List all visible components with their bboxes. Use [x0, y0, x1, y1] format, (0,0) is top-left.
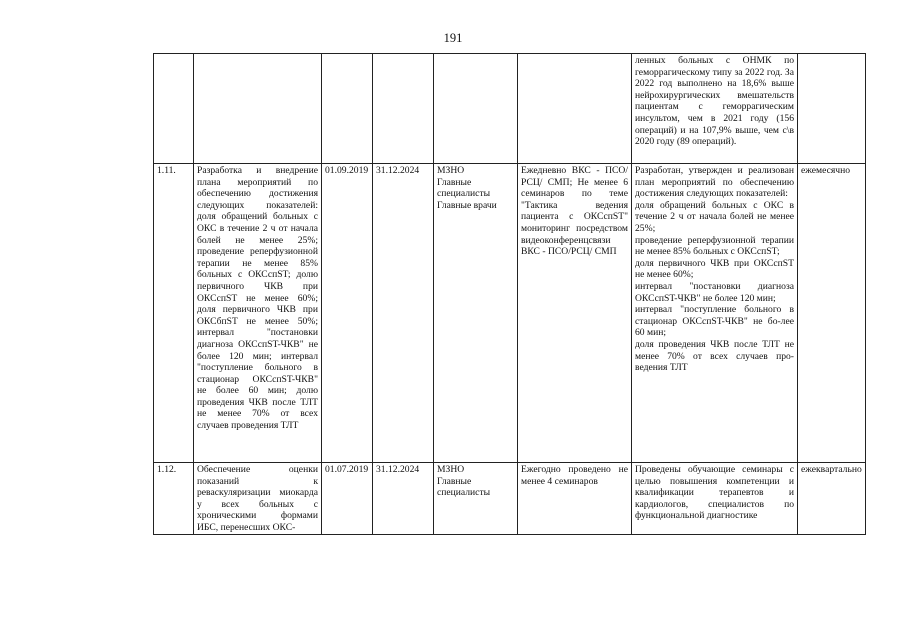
executor-line: Главные специалисты — [437, 475, 491, 499]
measures-table — [153, 53, 866, 535]
cell-measure: Разработка и внедрение плана мероприятий по обеспечению достижения следующих показателей: доля обращений больных с ОКС в течение 2 ч от начала болей не менее 25%; проведение реперфузионной терапии не менее 85% больных с ОКСспST; долю первичного ЧКВ при ОКСспST не менее 60%; доля первичного ЧКВ при ОКСбпST не менее 50%; интервал "постановки диагноза ОКСспST-ЧКВ" не более 120 мин; интервал "поступление больного в стационар ОКСспST-ЧКВ" не более 60 мин; долю проведения ЧКВ после ТЛТ не менее 70% от всех случаев проведения ТЛТ — [194, 164, 322, 463]
cell-num: 1.12. — [154, 463, 194, 535]
table-row — [154, 463, 866, 535]
cell-executor — [434, 164, 518, 463]
result-line: доля проведения ЧКВ после ТЛТ не менее 70% от всех случаев про-ведения ТЛТ — [635, 338, 794, 374]
cell-measure: Обеспечение оценки показаний к реваскуляризации миокарда у всех больных с хроническими формами ИБС, перенесших ОКС- — [194, 463, 322, 535]
cell-num — [154, 54, 194, 164]
result-line: доля первичного ЧКВ при ОКСспST не менее 60%; — [635, 257, 794, 281]
table-row — [154, 164, 866, 463]
table-row — [154, 54, 866, 164]
result-line: интервал "поступление больного в стационар ОКСспST-ЧКВ" не бо-лее 60 мин; — [635, 304, 794, 339]
cell-result: ленных больных с ОНМК по геморрагическому типу за 2022 год. За 2022 год выполнено на 18,6% выше нейрохирургических вмешательств пациентам с геморрагическим инсультом, чем в 2021 году (156 операций) и на 107,9% выше, чем с\в 2020 году (89 операций). — [632, 54, 798, 164]
result-line: интервал "постановки диагноза ОКСспST-ЧКВ" не более 120 мин; — [635, 280, 794, 304]
cell-start: 01.09.2019 — [322, 164, 373, 463]
executor-line: Главные врачи — [437, 199, 497, 211]
cell-num: 1.11. — [154, 164, 194, 463]
cell-result: Проведены обучающие семинары с целью повышения компетенции и квалификации терапевтов и кардиологов, специалистов по функциональной диагностике — [632, 463, 798, 535]
cell-form: Ежедневно ВКС - ПСО/РСЦ/ СМП; Не менее 6 семинаров по теме "Тактика ведения пациента с ОКСспST" мониторинг посредством видеоконференцсвязи ВКС - ПСО/РСЦ/ СМП — [518, 164, 632, 463]
result-line: Разработан, утвержден и реализован план мероприятий по обеспечению достижения следующих показателей: — [635, 165, 794, 200]
cell-period: ежеквартально — [798, 463, 866, 535]
cell-end — [373, 54, 434, 164]
result-line: доля обращений больных с ОКС в течение 2 ч от начала болей не менее 25%; — [635, 199, 794, 234]
executor-line: МЗНО — [437, 165, 465, 176]
cell-form — [518, 54, 632, 164]
cell-start: 01.07.2019 — [322, 463, 373, 535]
cell-end: 31.12.2024 — [373, 164, 434, 463]
page-number: 191 — [443, 31, 463, 45]
cell-form: Ежегодно проведено не менее 4 семинаров — [518, 463, 632, 535]
cell-measure — [194, 54, 322, 164]
cell-end: 31.12.2024 — [373, 463, 434, 535]
executor-line: МЗНО — [437, 464, 465, 475]
executor-line: Главные специалисты — [437, 176, 491, 200]
result-line: проведение реперфузионной терапии не менее 85% больных с ОКСспST; — [635, 234, 794, 258]
cell-result — [632, 164, 798, 463]
cell-period — [798, 54, 866, 164]
cell-executor — [434, 54, 518, 164]
cell-period: ежемесячно — [798, 164, 866, 463]
cell-executor — [434, 463, 518, 535]
cell-start — [322, 54, 373, 164]
